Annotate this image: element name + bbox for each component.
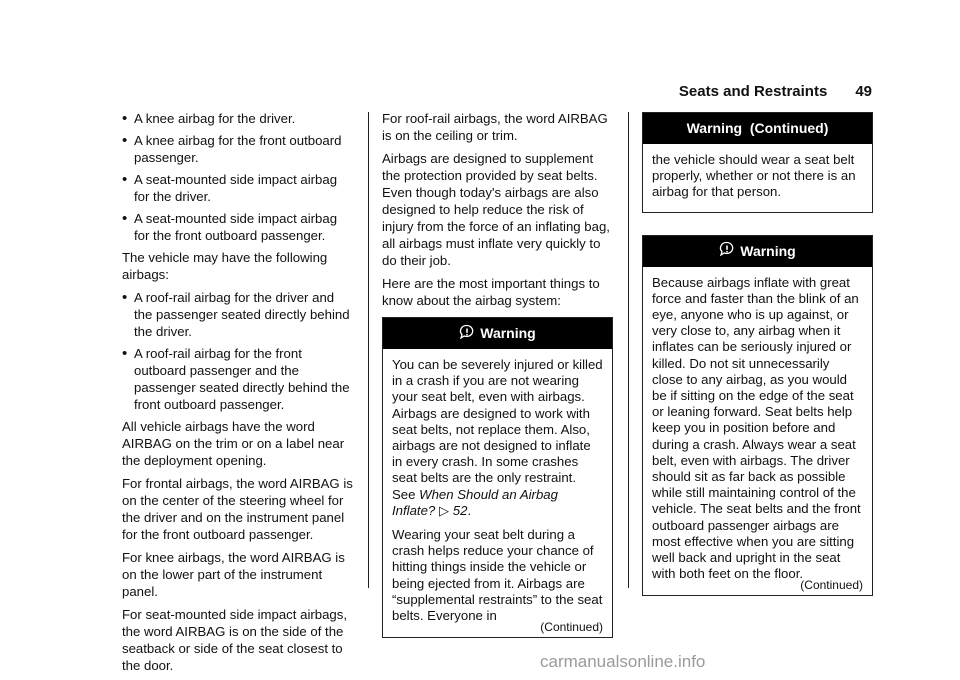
section-title: Seats and Restraints <box>678 83 828 100</box>
paragraph: The vehicle may have the following airbags: <box>122 250 328 282</box>
page-number: 49 <box>855 83 872 100</box>
paragraph: All vehicle airbags have the word AIRBAG on the trim or on a label near the deployment opening. <box>122 419 345 468</box>
list-item: • A knee airbag for the front outboard passenger. <box>122 132 353 166</box>
column-divider <box>628 112 629 588</box>
column-divider <box>368 112 369 588</box>
warning-box-continued <box>642 112 873 213</box>
page-ref-icon: ▷ <box>438 502 450 518</box>
list-item: • A seat-mounted side impact airbag for the driver. <box>122 171 353 205</box>
warning-icon <box>459 319 475 350</box>
list-item: • A roof-rail airbag for the driver and the passenger seated directly behind the driver. <box>122 289 353 340</box>
paragraph: Here are the most important things to know about the airbag system: <box>382 276 600 308</box>
paragraph: Airbags are designed to supplement the protection provided by seat belts. Even though today's airbags are also designed to help reduce the risk of injury from the force of an inflating bag, all airbags must inflate very quickly to do their job. <box>382 151 610 268</box>
watermark: carmanualsonline.info <box>540 652 706 671</box>
page-header <box>679 83 872 100</box>
warning-paragraph: Because airbags inflate with great force and faster than the blink of an eye, anyone who is up against, or very close to, any airbag when it inflates can be seriously injured or killed. Do not sit unnecessarily close to any airbag, as you would be if sitting on the edge of the seat or leaning forward. Seat belts help keep you in position before and during a crash. Always wear a seat belt, even with airbags. The driver should sit as far back as possible while still maintaining control of the vehicle. The seat belts and the front outboard passenger airbags are most effective when you are sitting well back and upright in the seat with both feet on the floor. <box>652 274 861 582</box>
warning-text: You can be severely injured or killed in a crash if you are not wearing your seat belt, even with airbags. Airbags are designed to work with seat belts, not replace them. Also, airbags are not designed to inflate in every crash. In some crashes seat belts are the only restraint. See <box>392 357 603 502</box>
airbag-list-b <box>122 289 353 413</box>
cross-reference-page[interactable]: 52 <box>452 502 468 518</box>
warning-body <box>383 349 612 637</box>
column-1 <box>122 110 353 680</box>
warning-header <box>643 236 872 267</box>
paragraph: For seat-mounted side impact airbags, the word AIRBAG is on the side of the seatback or side of the seat closest to the door. <box>122 607 348 673</box>
list-item: • A knee airbag for the driver. <box>122 110 353 127</box>
warning-box <box>642 235 873 597</box>
continued-label: (Continued) <box>540 620 603 635</box>
warning-paragraph: the vehicle should wear a seat belt properly, whether or not there is an airbag for that person. <box>652 152 856 200</box>
paragraph: For frontal airbags, the word AIRBAG is on the center of the steering wheel for the driver and on the instrument panel for the front outboard passenger. <box>122 476 353 542</box>
warning-paragraph: Wearing your seat belt during a crash helps reduce your chance of hitting things inside the vehicle or being ejected from it. Airbags are “supplemental restraints” to the seat belts. Everyone in <box>392 527 603 624</box>
cross-reference-link[interactable]: When Should an Airbag Inflate? <box>392 486 558 518</box>
warning-box <box>382 317 613 638</box>
column-3 <box>642 112 873 596</box>
list-item: • A seat-mounted side impact airbag for the front outboard passenger. <box>122 210 353 244</box>
warning-header <box>383 318 612 349</box>
warning-title: Warning <box>740 242 796 259</box>
warning-header: Warning (Continued) <box>643 113 872 144</box>
warning-body <box>643 267 872 596</box>
column-2 <box>382 110 613 638</box>
warning-paragraph: You can be severely injured or killed in a crash if you are not wearing your seat belt, even with airbags. Airbags are designed to work with seat belts, not replace them. Also, airbags are not designed to inflate in every crash. In some crashes seat belts are the only restraint. See When Should an Airbag Inflate? ▷ 52. <box>392 357 603 518</box>
airbag-list-a <box>122 110 353 244</box>
warning-icon <box>719 236 735 267</box>
paragraph: For knee airbags, the word AIRBAG is on the lower part of the instrument panel. <box>122 550 345 599</box>
paragraph: For roof-rail airbags, the word AIRBAG is on the ceiling or trim. <box>382 111 608 143</box>
continued-label: (Continued) <box>800 578 863 593</box>
warning-body <box>643 144 872 212</box>
warning-title: Warning <box>480 325 536 341</box>
list-item: • A roof-rail airbag for the front outboard passenger and the passenger seated directly behind the front outboard passenger. <box>122 345 353 413</box>
